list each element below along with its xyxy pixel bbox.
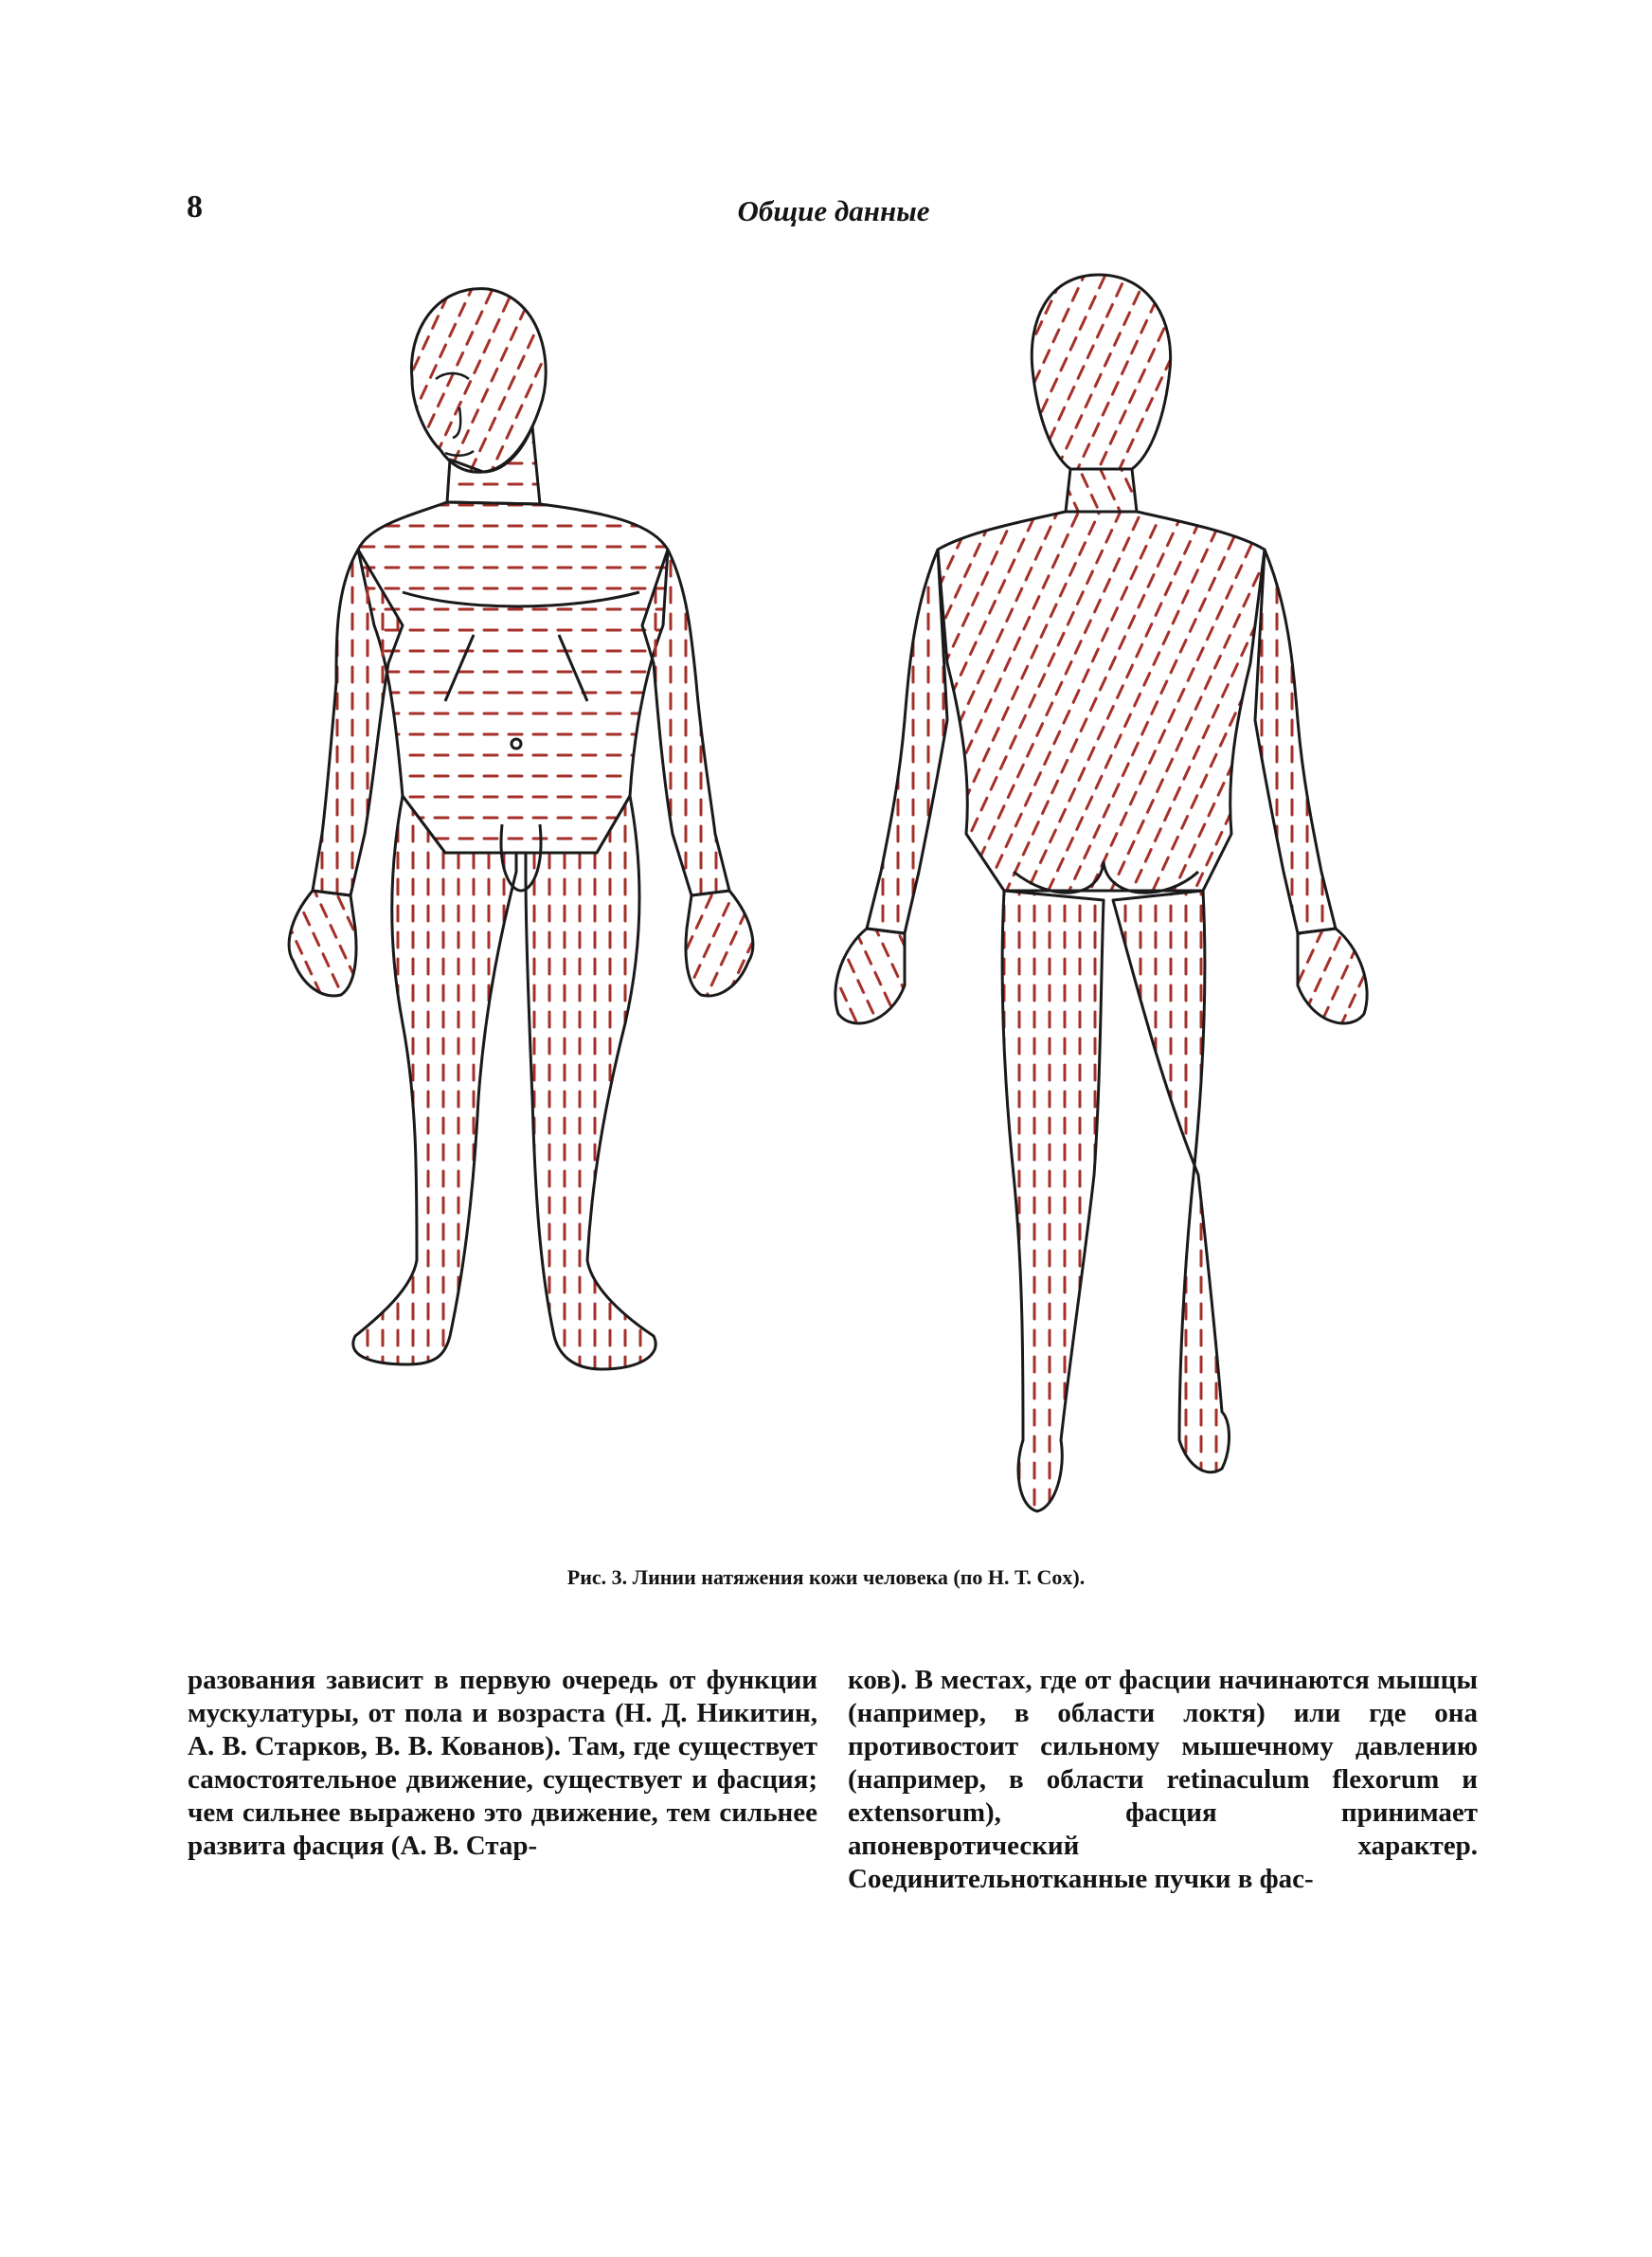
front-leg-left (353, 796, 516, 1364)
back-torso (938, 512, 1265, 891)
back-hand-left (835, 929, 905, 1023)
back-leg-left (1002, 891, 1104, 1511)
back-arm-left (867, 550, 947, 933)
figure-caption: Рис. 3. Линии натяжения кожи человека (по Н. Т. Cox). (566, 1565, 1086, 1589)
front-arm-left (313, 550, 403, 895)
back-hand-right (1298, 929, 1367, 1023)
back-leg-right (1113, 891, 1230, 1472)
back-head (1032, 275, 1170, 469)
body-column-left (188, 1664, 817, 1863)
front-arm-right (642, 550, 729, 895)
body-column-right (848, 1664, 1478, 1896)
page-number: 8 (187, 190, 203, 225)
body-paragraph-left: разования зависит в первую очередь от функции мускулатуры, от пола и возраста (Н. Д. Никитин, А. В. Старков, В. В. Кованов). Там, где существует самостоятельное движение, существует и фасция; чем сильнее выражено это движение, тем сильнее развита фасция (А. В. Стар- (188, 1665, 817, 1861)
front-figure (289, 289, 753, 1369)
back-neck (1066, 469, 1137, 512)
front-leg-right (526, 796, 655, 1369)
back-arm-right (1255, 550, 1336, 933)
back-figure (835, 275, 1367, 1511)
front-hand-right (686, 891, 753, 996)
front-hand-left (289, 891, 356, 996)
body-paragraph-right: ков). В местах, где от фасции начинаются мышцы (например, в области локтя) или где она противостоит сильному мышечному давлению (например, в области retinaculum flexorum и extensorum), фасция принимает апоневротический характер. Соединительнотканные пучки в фас- (848, 1665, 1478, 1894)
skin-tension-lines-figure (284, 265, 1374, 1535)
running-title: Общие данные (737, 194, 930, 227)
